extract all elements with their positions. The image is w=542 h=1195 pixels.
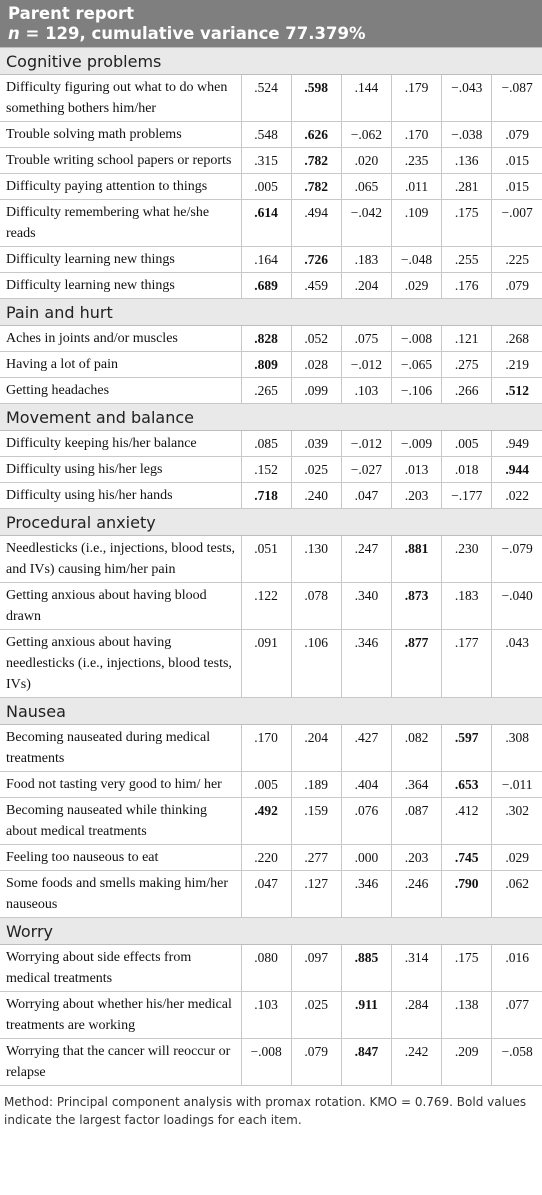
item-label: Difficulty remembering what he/she reads xyxy=(0,200,241,247)
loading-value: .000 xyxy=(341,845,391,871)
item-label: Having a lot of pain xyxy=(0,352,241,378)
loading-value: .183 xyxy=(341,247,391,273)
table-row xyxy=(0,725,542,772)
loading-value: .275 xyxy=(442,352,492,378)
loading-value: .085 xyxy=(241,431,291,457)
loading-value: .626 xyxy=(291,122,341,148)
loading-value: .091 xyxy=(241,630,291,698)
loading-value: .885 xyxy=(341,945,391,992)
loading-value: .346 xyxy=(341,871,391,918)
table-row xyxy=(0,148,542,174)
table-row xyxy=(0,483,542,509)
loading-value: .949 xyxy=(492,431,542,457)
loading-value: .203 xyxy=(391,845,441,871)
loading-value: .302 xyxy=(492,798,542,845)
item-label: Feeling too nauseous to eat xyxy=(0,845,241,871)
loading-value: .175 xyxy=(442,945,492,992)
table-row xyxy=(0,352,542,378)
item-label: Getting headaches xyxy=(0,378,241,404)
loading-value: .718 xyxy=(241,483,291,509)
loading-value: .225 xyxy=(492,247,542,273)
loading-value: .235 xyxy=(391,148,441,174)
loading-value: .062 xyxy=(492,871,542,918)
table-row xyxy=(0,945,542,992)
loading-value: −.062 xyxy=(341,122,391,148)
loading-value: .039 xyxy=(291,431,341,457)
loading-value: .015 xyxy=(492,148,542,174)
loading-value: .427 xyxy=(341,725,391,772)
loading-value: .170 xyxy=(391,122,441,148)
item-label: Difficulty using his/her hands xyxy=(0,483,241,509)
loading-value: .144 xyxy=(341,75,391,122)
loading-value: .745 xyxy=(442,845,492,871)
table-row xyxy=(0,772,542,798)
table-row xyxy=(0,845,542,871)
loading-value: −.012 xyxy=(341,431,391,457)
loading-value: .103 xyxy=(241,992,291,1039)
item-label: Difficulty figuring out what to do when something bothers him/her xyxy=(0,75,241,122)
loading-value: −.009 xyxy=(391,431,441,457)
loading-value: .097 xyxy=(291,945,341,992)
item-label: Difficulty keeping his/her balance xyxy=(0,431,241,457)
loading-value: .494 xyxy=(291,200,341,247)
table-row xyxy=(0,174,542,200)
section-title: Movement and balance xyxy=(0,404,542,431)
section-title: Pain and hurt xyxy=(0,299,542,326)
table-header-cell xyxy=(0,0,542,48)
item-label: Difficulty paying attention to things xyxy=(0,174,241,200)
loading-value: .103 xyxy=(341,378,391,404)
loading-value: .230 xyxy=(442,536,492,583)
loading-value: .136 xyxy=(442,148,492,174)
loading-value: .015 xyxy=(492,174,542,200)
loading-value: .047 xyxy=(241,871,291,918)
section-header xyxy=(0,299,542,326)
loading-value: .078 xyxy=(291,583,341,630)
loading-value: .127 xyxy=(291,871,341,918)
loading-value: .175 xyxy=(442,200,492,247)
loading-value: .065 xyxy=(341,174,391,200)
loading-value: .016 xyxy=(492,945,542,992)
item-label: Worrying about side effects from medical treatments xyxy=(0,945,241,992)
loading-value: .028 xyxy=(291,352,341,378)
loading-value: .364 xyxy=(391,772,441,798)
table-row xyxy=(0,536,542,583)
loading-value: −.058 xyxy=(492,1039,542,1086)
table-row xyxy=(0,871,542,918)
loading-value: .079 xyxy=(291,1039,341,1086)
loading-value: .782 xyxy=(291,174,341,200)
table-row xyxy=(0,583,542,630)
loading-value: −.038 xyxy=(442,122,492,148)
loading-value: .022 xyxy=(492,483,542,509)
loading-value: .179 xyxy=(391,75,441,122)
section-header xyxy=(0,404,542,431)
table-row xyxy=(0,431,542,457)
item-label: Trouble solving math problems xyxy=(0,122,241,148)
loading-value: .512 xyxy=(492,378,542,404)
loading-value: .080 xyxy=(241,945,291,992)
item-label: Getting anxious about having blood drawn xyxy=(0,583,241,630)
table-row xyxy=(0,200,542,247)
table-row xyxy=(0,326,542,352)
loading-value: .029 xyxy=(492,845,542,871)
loading-value: .204 xyxy=(291,725,341,772)
section-header xyxy=(0,48,542,75)
loading-value: −.027 xyxy=(341,457,391,483)
loading-value: .266 xyxy=(442,378,492,404)
loading-value: .308 xyxy=(492,725,542,772)
table-row xyxy=(0,798,542,845)
table-row xyxy=(0,992,542,1039)
item-label: Worrying that the cancer will reoccur or relapse xyxy=(0,1039,241,1086)
loading-value: .246 xyxy=(391,871,441,918)
loading-value: .079 xyxy=(492,273,542,299)
section-title: Procedural anxiety xyxy=(0,509,542,536)
loading-value: .314 xyxy=(391,945,441,992)
loading-value: .152 xyxy=(241,457,291,483)
loading-value: .138 xyxy=(442,992,492,1039)
item-label: Some foods and smells making him/her nauseous xyxy=(0,871,241,918)
loading-value: .689 xyxy=(241,273,291,299)
table-row xyxy=(0,457,542,483)
loading-value: .404 xyxy=(341,772,391,798)
item-label: Aches in joints and/or muscles xyxy=(0,326,241,352)
table-subtitle xyxy=(8,24,534,44)
loading-value: −.079 xyxy=(492,536,542,583)
loading-value: −.087 xyxy=(492,75,542,122)
item-label: Needlesticks (i.e., injections, blood tests, and IVs) causing him/her pain xyxy=(0,536,241,583)
loading-value: .047 xyxy=(341,483,391,509)
loading-value: .459 xyxy=(291,273,341,299)
loading-value: .242 xyxy=(391,1039,441,1086)
loading-value: −.177 xyxy=(442,483,492,509)
loading-value: .255 xyxy=(442,247,492,273)
loading-value: .020 xyxy=(341,148,391,174)
table-title: Parent report xyxy=(8,4,134,23)
loading-value: −.040 xyxy=(492,583,542,630)
loading-value: .265 xyxy=(241,378,291,404)
loading-value: −.042 xyxy=(341,200,391,247)
loading-value: .281 xyxy=(442,174,492,200)
section-title: Cognitive problems xyxy=(0,48,542,75)
loading-value: .005 xyxy=(442,431,492,457)
section-header xyxy=(0,509,542,536)
loading-value: .170 xyxy=(241,725,291,772)
loading-value: .944 xyxy=(492,457,542,483)
item-label: Difficulty learning new things xyxy=(0,273,241,299)
loading-value: .109 xyxy=(391,200,441,247)
loading-value: .315 xyxy=(241,148,291,174)
loading-value: .268 xyxy=(492,326,542,352)
loading-value: .346 xyxy=(341,630,391,698)
loading-value: .005 xyxy=(241,772,291,798)
loading-value: .847 xyxy=(341,1039,391,1086)
loading-value: .189 xyxy=(291,772,341,798)
item-label: Becoming nauseated during medical treatments xyxy=(0,725,241,772)
loading-value: .877 xyxy=(391,630,441,698)
item-label: Difficulty using his/her legs xyxy=(0,457,241,483)
item-label: Getting anxious about having needlesticks (i.e., injections, blood tests, IVs) xyxy=(0,630,241,698)
loading-value: .340 xyxy=(341,583,391,630)
loading-value: .240 xyxy=(291,483,341,509)
loading-value: .209 xyxy=(442,1039,492,1086)
loading-value: .284 xyxy=(391,992,441,1039)
loading-value: .077 xyxy=(492,992,542,1039)
loading-value: −.012 xyxy=(341,352,391,378)
table-row xyxy=(0,378,542,404)
loading-value: .782 xyxy=(291,148,341,174)
loading-value: .099 xyxy=(291,378,341,404)
item-label: Trouble writing school papers or reports xyxy=(0,148,241,174)
loading-value: .177 xyxy=(442,630,492,698)
loading-value: −.065 xyxy=(391,352,441,378)
loading-value: −.106 xyxy=(391,378,441,404)
loading-value: .204 xyxy=(341,273,391,299)
loading-value: .203 xyxy=(391,483,441,509)
loading-value: .219 xyxy=(492,352,542,378)
table-row xyxy=(0,1039,542,1086)
table-row xyxy=(0,273,542,299)
loading-value: .122 xyxy=(241,583,291,630)
section-title: Worry xyxy=(0,918,542,945)
table-row xyxy=(0,75,542,122)
loading-value: .029 xyxy=(391,273,441,299)
loading-value: .076 xyxy=(341,798,391,845)
loading-value: .087 xyxy=(391,798,441,845)
loading-value: .828 xyxy=(241,326,291,352)
loading-value: .051 xyxy=(241,536,291,583)
loading-value: −.048 xyxy=(391,247,441,273)
table-row xyxy=(0,630,542,698)
table-header xyxy=(0,0,542,48)
loading-value: .598 xyxy=(291,75,341,122)
loading-value: .164 xyxy=(241,247,291,273)
subtitle-text: = 129, cumulative variance 77.379% xyxy=(19,24,366,43)
item-label: Becoming nauseated while thinking about medical treatments xyxy=(0,798,241,845)
loading-value: −.043 xyxy=(442,75,492,122)
sample-size-symbol: n xyxy=(8,24,20,43)
section-title: Nausea xyxy=(0,698,542,725)
loading-value: .013 xyxy=(391,457,441,483)
loading-value: −.008 xyxy=(241,1039,291,1086)
loading-value: .075 xyxy=(341,326,391,352)
loading-value: .043 xyxy=(492,630,542,698)
loading-value: .614 xyxy=(241,200,291,247)
loading-value: .220 xyxy=(241,845,291,871)
loading-value: .726 xyxy=(291,247,341,273)
loading-value: −.011 xyxy=(492,772,542,798)
item-label: Food not tasting very good to him/ her xyxy=(0,772,241,798)
loading-value: .025 xyxy=(291,457,341,483)
loading-value: .881 xyxy=(391,536,441,583)
loading-value: .597 xyxy=(442,725,492,772)
loading-value: .025 xyxy=(291,992,341,1039)
table-row xyxy=(0,247,542,273)
loading-value: .011 xyxy=(391,174,441,200)
section-header xyxy=(0,698,542,725)
loading-value: .121 xyxy=(442,326,492,352)
loading-value: .130 xyxy=(291,536,341,583)
loading-value: .873 xyxy=(391,583,441,630)
table-row xyxy=(0,122,542,148)
loading-value: .183 xyxy=(442,583,492,630)
table-footnote: Method: Principal component analysis with promax rotation. KMO = 0.769. Bold values indicate the largest factor loadings for each item. xyxy=(4,1095,527,1127)
loading-value: .524 xyxy=(241,75,291,122)
loading-value: .809 xyxy=(241,352,291,378)
loading-value: .412 xyxy=(442,798,492,845)
loading-value: −.007 xyxy=(492,200,542,247)
loading-value: .005 xyxy=(241,174,291,200)
loading-value: .548 xyxy=(241,122,291,148)
loading-value: .018 xyxy=(442,457,492,483)
item-label: Worrying about whether his/her medical treatments are working xyxy=(0,992,241,1039)
loading-value: .079 xyxy=(492,122,542,148)
loading-value: .790 xyxy=(442,871,492,918)
loading-value: .277 xyxy=(291,845,341,871)
loading-value: .247 xyxy=(341,536,391,583)
loading-value: .492 xyxy=(241,798,291,845)
loading-value: .106 xyxy=(291,630,341,698)
loading-value: .052 xyxy=(291,326,341,352)
loading-value: −.008 xyxy=(391,326,441,352)
loading-value: .159 xyxy=(291,798,341,845)
loading-value: .082 xyxy=(391,725,441,772)
section-header xyxy=(0,918,542,945)
loading-value: .911 xyxy=(341,992,391,1039)
loading-value: .176 xyxy=(442,273,492,299)
loading-value: .653 xyxy=(442,772,492,798)
item-label: Difficulty learning new things xyxy=(0,247,241,273)
